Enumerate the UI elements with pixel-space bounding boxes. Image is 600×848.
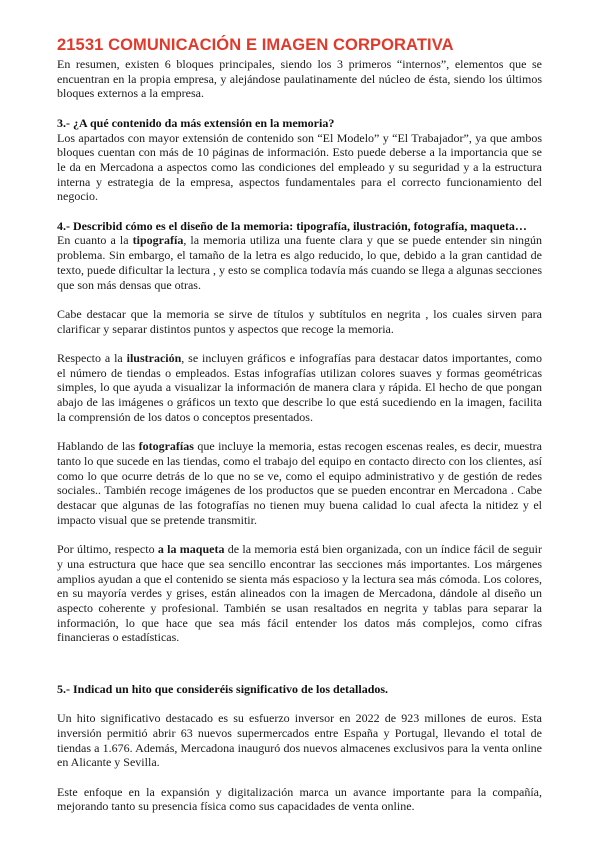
layout-pre: Por último, respecto (57, 542, 158, 557)
layout-post: de la memoria está bien organizada, con un índice fácil de seguir y una estructura que hace que sea sencillo encontrar las secciones más importantes. Los márgenes amplios ayudan a que el contenido se sienta más espacioso y la lectura sea más cómoda. Los colores, en su mayoría verdes y grises, están alineados con la imagen de Mercadona, dándole al diseño un aspecto coherente y profesional. También se usan resaltados en negrita y tablas para separar la información, lo que hace que sea más fácil entender los datos más complejos, como cifras financieras o estadísticas. (57, 542, 542, 645)
section-5-heading: 5.- Indicad un hito que consideréis significativo de los detallados. (57, 681, 389, 696)
photography-bold: fotografías (138, 439, 194, 454)
headings-paragraph: Cabe destacar que la memoria se sirve de títulos y subtítulos en negrita , los cuales sirven para clarificar y separar distintos puntos y aspectos que recoge la memoria. (57, 306, 542, 336)
illustration-bold: ilustración (126, 351, 182, 365)
photography-paragraph (57, 439, 542, 527)
illustration-paragraph (57, 351, 542, 425)
document-title: 21531 COMUNICACIÓN E IMAGEN CORPORATIVA (57, 36, 454, 54)
section-3-paragraph: Los apartados con mayor extensión de contenido son “El Modelo” y “El Trabajador”, ya que ambos bloques cuentan con más de 10 páginas de información. Esto puede deberse a la importancia que se le da en Mercadona a aspectos como las condiciones del empleado y su seguridad y a la estructura interna y estrategia de la empresa, aspectos fundamentales para el correcto funcionamiento del negocio. (57, 130, 542, 204)
layout-bold: a la maqueta (157, 542, 225, 557)
milestone-paragraph: Un hito significativo destacado es su esfuerzo inversor en 2022 de 923 millones de euros. Esta inversión permitió abrir 63 nuevos supermercados entre España y Portugal, llevando el total de tiendas a 1.676. Además, Mercadona inauguró dos nuevos almacenes exclusivos para la venta online en Alicante y Sevilla. (57, 711, 542, 770)
expansion-paragraph: Este enfoque en la expansión y digitalización marca un avance importante para la compañía, mejorando tanto su presencia física como sus capacidades de venta online. (57, 784, 542, 814)
photography-post: que incluye la memoria, estas recogen escenas reales, es decir, muestra tanto lo que sucede en las tiendas, como el trabajo del equipo en contacto directo con los clientes, así como lo que ocurre detrás de lo que no se ve, como el equipo administrativo y de gestión de redes sociales.. También recoge imágenes de los productos que se pueden encontrar en Mercadona . Cabe destacar que algunas de las fotografías no tienen muy buena calidad lo cual afecta la nitidez y el impacto visual que se pretende transmitir. (57, 439, 542, 527)
document-body (57, 57, 542, 814)
typography-paragraph (57, 233, 542, 292)
typography-bold: tipografía (132, 233, 184, 248)
layout-paragraph (57, 542, 542, 645)
intro-paragraph: En resumen, existen 6 bloques principales, siendo los 3 primeros “internos”, elementos que se encuentran en la propia empresa, y alejándose paulatinamente del núcleo de ésta, siendo los últimos bloques externos a la empresa. (57, 57, 542, 101)
section-3-heading: 3.- ¿A qué contenido da más extensión en la memoria? (57, 115, 335, 130)
photography-pre: Hablando de las (57, 439, 139, 454)
illustration-post: , se incluyen gráficos e infografías para destacar datos importantes, como el número de tiendas o empleados. Estas infografías utilizan colores suaves y formas geométricas simples, lo que ayuda a visualizar la información de manera clara y rápida. El hecho de que pongan abajo de las imágenes o gráficos un texto que describe lo que está sucediendo en la imagen, facilita la comprensión de los datos o conceptos presentados. (57, 351, 542, 424)
section-4-heading: 4.- Describid cómo es el diseño de la memoria: tipografía, ilustración, fotografía, maqueta… (57, 218, 527, 233)
typography-post: , la memoria utiliza una fuente clara y que se puede entender sin ningún problema. Sin embargo, el tamaño de la letra es algo reducido, lo que, debido a la gran cantidad de texto, puede dificultar la lectura , y esto se complica todavía más cuando se llega a algunas secciones que son más densas que otras. (57, 233, 542, 292)
typography-pre: En cuanto a la (57, 233, 133, 248)
illustration-pre: Respecto a la (57, 351, 127, 365)
